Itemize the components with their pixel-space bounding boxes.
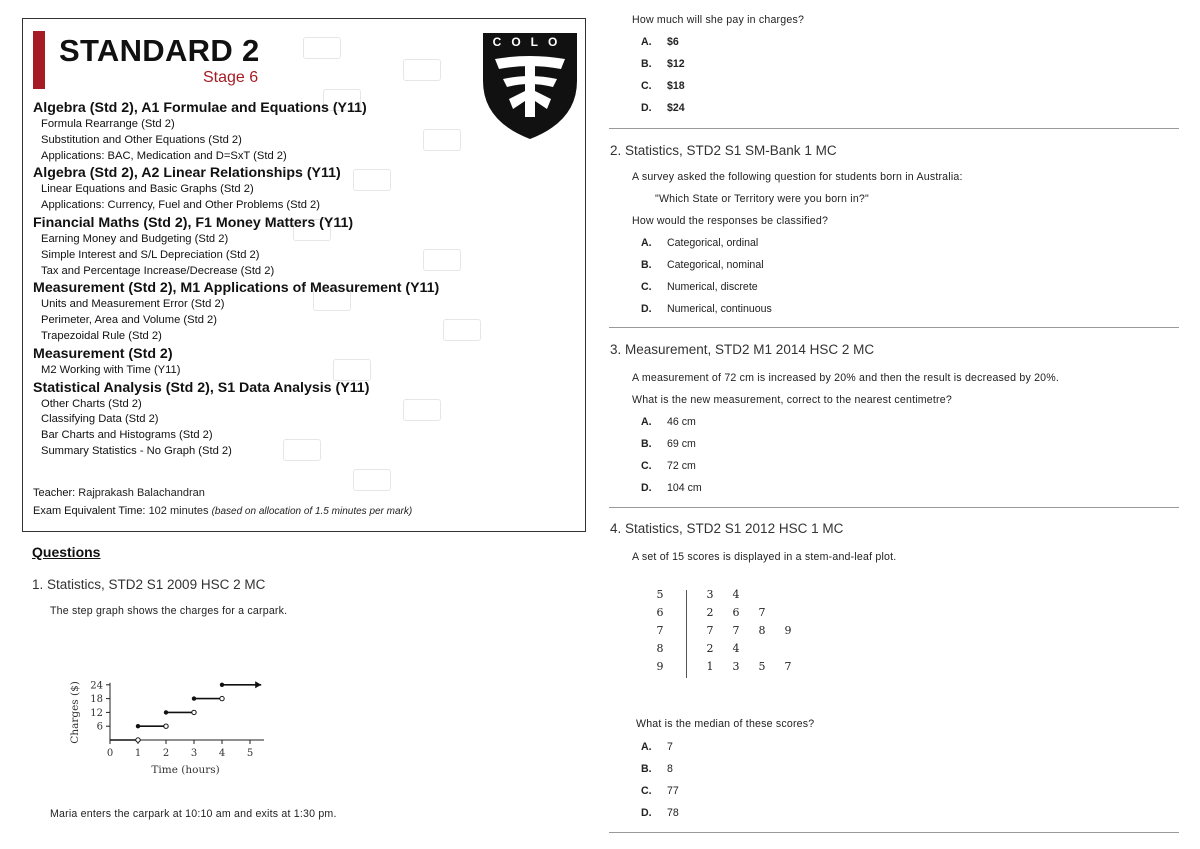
option-letter: D. bbox=[641, 482, 652, 494]
school-crest-logo bbox=[481, 29, 579, 141]
leaf-value: 8 bbox=[758, 624, 766, 637]
question-2-text: A survey asked the following question for students born in Australia: bbox=[632, 171, 963, 183]
leaf-value: 4 bbox=[732, 588, 740, 601]
leaf-value: 1 bbox=[706, 660, 714, 673]
question-3-title: 3. Measurement, STD2 M1 2014 HSC 2 MC bbox=[610, 342, 875, 357]
question-4-text: A set of 15 scores is displayed in a stem-and-leaf plot. bbox=[632, 551, 897, 563]
closed-endpoint bbox=[220, 683, 224, 687]
leaf-value: 6 bbox=[732, 606, 740, 619]
subtopic-item: Bar Charts and Histograms (Std 2) bbox=[41, 429, 213, 442]
open-endpoint bbox=[136, 738, 140, 742]
subtopic-item: Summary Statistics - No Graph (Std 2) bbox=[41, 444, 232, 457]
closed-endpoint bbox=[192, 696, 196, 700]
answer-option[interactable] bbox=[641, 416, 696, 428]
watermark-shape bbox=[303, 37, 341, 59]
answer-option[interactable] bbox=[641, 763, 673, 775]
answer-option[interactable] bbox=[641, 482, 702, 494]
option-value: 46 cm bbox=[667, 416, 696, 428]
option-value: Categorical, nominal bbox=[667, 259, 764, 271]
y-tick-label: 12 bbox=[90, 707, 103, 719]
option-value: 8 bbox=[667, 763, 673, 775]
leaf-value: 7 bbox=[784, 660, 792, 673]
option-letter: C. bbox=[641, 460, 652, 472]
y-tick-label: 24 bbox=[90, 680, 103, 692]
x-tick-label: 5 bbox=[246, 748, 254, 759]
option-value: Numerical, continuous bbox=[667, 303, 772, 315]
divider bbox=[609, 327, 1179, 328]
subtopic-item: Linear Equations and Basic Graphs (Std 2) bbox=[41, 183, 254, 196]
teacher-label: Teacher: bbox=[33, 487, 76, 499]
option-letter: C. bbox=[641, 281, 652, 293]
leaf-value: 7 bbox=[758, 606, 766, 619]
option-letter: B. bbox=[641, 438, 652, 450]
open-endpoint bbox=[164, 724, 168, 728]
question-1-text: The step graph shows the charges for a carpark. bbox=[50, 605, 288, 617]
leaf-value: 7 bbox=[706, 624, 714, 637]
topic-list bbox=[33, 99, 473, 460]
option-value: $12 bbox=[667, 58, 685, 70]
stage-label: Stage 6 bbox=[203, 69, 259, 86]
leaf-value: 7 bbox=[732, 624, 740, 637]
option-letter: D. bbox=[641, 102, 652, 114]
leaf-value: 9 bbox=[784, 624, 792, 637]
option-value: 7 bbox=[667, 741, 673, 753]
answer-option[interactable] bbox=[641, 102, 685, 114]
x-axis-label: Time (hours) bbox=[151, 764, 220, 776]
subtopic-item: Applications: BAC, Medication and D=SxT (Std 2) bbox=[41, 149, 287, 162]
option-letter: B. bbox=[641, 259, 652, 271]
stem-value: 5 bbox=[656, 588, 664, 601]
exam-time-label: Exam Equivalent Time: bbox=[33, 505, 146, 517]
option-value: 104 cm bbox=[667, 482, 702, 494]
answer-option[interactable] bbox=[641, 741, 673, 753]
option-value: $18 bbox=[667, 80, 685, 92]
answer-option[interactable] bbox=[641, 807, 679, 819]
subtopic-item: Simple Interest and S/L Depreciation (Std 2) bbox=[41, 248, 260, 261]
subtopic-item: Substitution and Other Equations (Std 2) bbox=[41, 133, 242, 146]
leaf-value: 2 bbox=[706, 642, 714, 655]
option-letter: C. bbox=[641, 785, 652, 797]
answer-option[interactable] bbox=[641, 237, 758, 249]
x-tick-label: 2 bbox=[162, 748, 170, 759]
answer-option[interactable] bbox=[641, 460, 696, 472]
closed-endpoint bbox=[164, 710, 168, 714]
topic-heading: Algebra (Std 2), A2 Linear Relationships (Y11) bbox=[33, 165, 341, 182]
answer-option[interactable] bbox=[641, 36, 679, 48]
option-letter: D. bbox=[641, 303, 652, 315]
x-tick-label: 3 bbox=[190, 748, 198, 759]
option-letter: A. bbox=[641, 416, 652, 428]
x-tick-label: 1 bbox=[134, 748, 142, 759]
option-value: 69 cm bbox=[667, 438, 696, 450]
subtopic-item: Perimeter, Area and Volume (Std 2) bbox=[41, 314, 217, 327]
option-letter: A. bbox=[641, 741, 652, 753]
topic-heading: Algebra (Std 2), A1 Formulae and Equations (Y11) bbox=[33, 100, 367, 116]
option-letter: A. bbox=[641, 237, 652, 249]
teacher-info bbox=[33, 485, 412, 520]
y-axis-label: Charges ($) bbox=[69, 681, 81, 744]
topic-heading: Statistical Analysis (Std 2), S1 Data Analysis (Y11) bbox=[33, 379, 370, 396]
divider bbox=[609, 128, 1179, 129]
logo-text: COLO bbox=[492, 35, 568, 49]
subtopic-item: Units and Measurement Error (Std 2) bbox=[41, 298, 225, 311]
stem-leaf-divider bbox=[686, 590, 687, 678]
answer-option[interactable] bbox=[641, 259, 764, 271]
open-endpoint bbox=[220, 696, 224, 700]
y-tick-label: 6 bbox=[96, 721, 103, 733]
answer-option[interactable] bbox=[641, 303, 772, 315]
answer-option[interactable] bbox=[641, 438, 696, 450]
question-2-prompt: How would the responses be classified? bbox=[632, 215, 829, 227]
option-letter: B. bbox=[641, 58, 652, 70]
leaf-value: 2 bbox=[706, 606, 714, 619]
option-letter: A. bbox=[641, 36, 652, 48]
subtopic-item: Trapezoidal Rule (Std 2) bbox=[41, 329, 162, 342]
course-title: STANDARD 2 bbox=[59, 33, 260, 68]
subtopic-item: M2 Working with Time (Y11) bbox=[41, 363, 181, 376]
subtopic-item: Tax and Percentage Increase/Decrease (Std 2) bbox=[41, 264, 275, 277]
answer-option[interactable] bbox=[641, 281, 758, 293]
question-1-followup: Maria enters the carpark at 10:10 am and exits at 1:30 pm. bbox=[50, 808, 337, 820]
leaf-value: 5 bbox=[758, 660, 766, 673]
course-header-box bbox=[22, 18, 586, 532]
leaf-value: 4 bbox=[732, 642, 740, 655]
step-graph-chart bbox=[60, 632, 300, 782]
question-3-text: A measurement of 72 cm is increased by 20% and then the result is decreased by 20%. bbox=[632, 372, 1060, 384]
exam-time-value: 102 minutes bbox=[148, 505, 209, 517]
option-value: $24 bbox=[667, 102, 685, 114]
option-value: 77 bbox=[667, 785, 679, 797]
answer-option[interactable] bbox=[641, 58, 685, 70]
question-2-quote: "Which State or Territory were you born in?" bbox=[655, 193, 869, 205]
questions-heading: Questions bbox=[32, 544, 101, 560]
option-value: Categorical, ordinal bbox=[667, 237, 759, 249]
subtopic-item: Applications: Currency, Fuel and Other Problems (Std 2) bbox=[41, 199, 320, 212]
arrow-head bbox=[255, 681, 261, 688]
y-tick-label: 18 bbox=[90, 694, 103, 706]
question-4-prompt: What is the median of these scores? bbox=[636, 718, 815, 730]
question-3-prompt: What is the new measurement, correct to the nearest centimetre? bbox=[632, 394, 952, 406]
option-value: 72 cm bbox=[667, 460, 696, 472]
open-endpoint bbox=[192, 710, 196, 714]
leaf-value: 3 bbox=[706, 588, 714, 601]
option-value: 78 bbox=[667, 807, 679, 819]
exam-time-note: (based on allocation of 1.5 minutes per mark) bbox=[211, 506, 413, 517]
question-1-question: How much will she pay in charges? bbox=[632, 14, 805, 26]
question-1-title: 1. Statistics, STD2 S1 2009 HSC 2 MC bbox=[32, 577, 266, 592]
x-tick-label: 0 bbox=[106, 748, 114, 759]
stem-value: 8 bbox=[656, 642, 664, 655]
question-4-title: 4. Statistics, STD2 S1 2012 HSC 1 MC bbox=[610, 521, 844, 536]
option-value: $6 bbox=[667, 36, 679, 48]
topic-heading: Financial Maths (Std 2), F1 Money Matters (Y11) bbox=[33, 214, 354, 231]
answer-option[interactable] bbox=[641, 785, 679, 797]
stem-value: 6 bbox=[656, 606, 664, 619]
subtopic-item: Classifying Data (Std 2) bbox=[41, 413, 159, 426]
subtopic-item: Earning Money and Budgeting (Std 2) bbox=[41, 232, 229, 245]
x-tick-label: 4 bbox=[218, 748, 226, 759]
subtopic-item: Other Charts (Std 2) bbox=[41, 397, 142, 410]
divider bbox=[609, 507, 1179, 508]
stem-value: 9 bbox=[656, 660, 664, 673]
topic-heading: Measurement (Std 2) bbox=[33, 345, 173, 362]
option-letter: D. bbox=[641, 807, 652, 819]
stem-value: 7 bbox=[656, 624, 664, 637]
closed-endpoint bbox=[136, 724, 140, 728]
watermark-shape bbox=[403, 59, 441, 81]
option-letter: C. bbox=[641, 80, 652, 92]
option-value: Numerical, discrete bbox=[667, 281, 758, 293]
option-letter: B. bbox=[641, 763, 652, 775]
leaf-value: 3 bbox=[732, 660, 740, 673]
divider bbox=[609, 832, 1179, 833]
answer-option[interactable] bbox=[641, 80, 685, 92]
accent-bar bbox=[33, 31, 45, 89]
teacher-name: Rajprakash Balachandran bbox=[78, 487, 205, 499]
topic-heading: Measurement (Std 2), M1 Applications of Measurement (Y11) bbox=[33, 280, 440, 297]
subtopic-item: Formula Rearrange (Std 2) bbox=[41, 118, 175, 130]
question-2-title: 2. Statistics, STD2 S1 SM-Bank 1 MC bbox=[610, 143, 837, 158]
